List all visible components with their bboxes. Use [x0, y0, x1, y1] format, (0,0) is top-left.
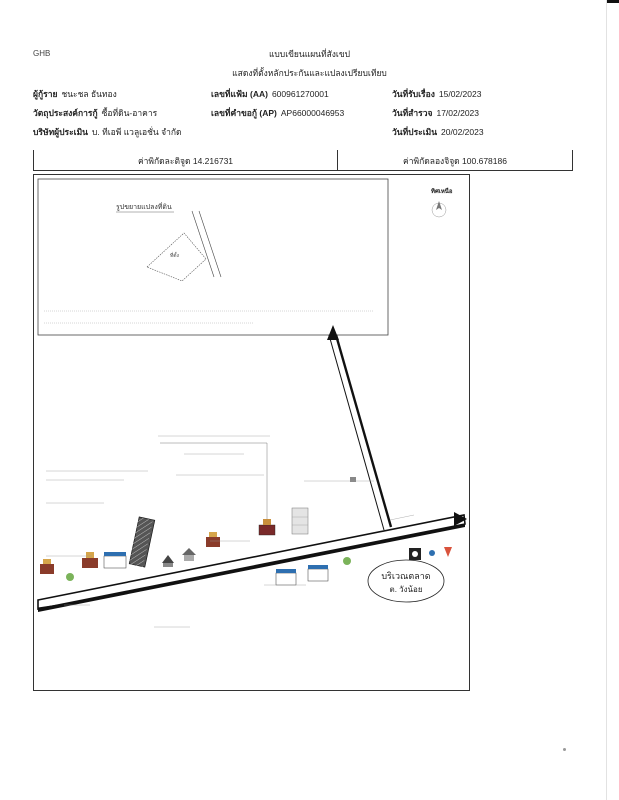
comparable-3-icon: [206, 532, 220, 547]
blue-marker-icon: [429, 550, 435, 556]
appraisal-date-field: [392, 125, 484, 139]
tree-icon-2: [66, 573, 74, 581]
market-area: [368, 560, 444, 602]
applicant-label: ผู้กู้ราย: [33, 89, 58, 99]
warehouse-2-icon: [308, 565, 328, 581]
purpose-value: ซื้อที่ดิน-อาคาร: [101, 108, 158, 118]
market-label-line2: ต. วังน้อย: [389, 585, 423, 594]
small-house-icon: [182, 548, 196, 561]
inset-panel: [38, 179, 388, 335]
map-drawing: [34, 175, 471, 692]
applicant-field: [33, 87, 117, 101]
coordinate-bar: [33, 150, 573, 171]
shop-building-icon: [104, 552, 126, 568]
survey-label: วันที่สำรวจ: [392, 108, 433, 118]
appraisal-value: 20/02/2023: [441, 127, 484, 137]
tree-icon-1: [343, 557, 351, 565]
file-no-value: 600961270001: [271, 89, 329, 99]
temple-icon: [162, 555, 174, 567]
comparable-2-icon: [82, 552, 98, 568]
request-no-value: AP66000046953: [280, 108, 345, 118]
corner-mark: [607, 0, 619, 3]
signpost-icon: [350, 477, 356, 482]
request-no-label: เลขที่คำขอกู้ (AP): [211, 108, 277, 118]
appraisal-label: วันที่ประเมิน: [392, 127, 438, 137]
received-date-field: [392, 87, 481, 101]
market-label-line1: บริเวณตลาด: [381, 571, 431, 581]
office-building-icon: [292, 508, 308, 534]
survey-value: 17/02/2023: [436, 108, 480, 118]
scan-speck: [563, 748, 566, 751]
side-road-edge-right: [336, 335, 391, 527]
company-field: [33, 125, 182, 139]
longitude-label: ค่าพิกัดลองจิจูด 100.678186: [403, 156, 507, 166]
document-title: แบบเขียนแผนที่สังเขป: [268, 49, 351, 59]
ghb-logo-text: GHB: [33, 49, 51, 58]
scan-edge: [606, 0, 607, 800]
warehouse-1-icon: [276, 569, 296, 585]
received-label: วันที่รับเรื่อง: [392, 89, 435, 99]
latitude-label: ค่าพิกัดละติจูด 14.216731: [137, 156, 234, 166]
applicant-value: ชนะชล ธันทอง: [61, 89, 117, 99]
file-no-field: [211, 87, 329, 101]
location-map: [33, 174, 470, 691]
bank-icon: [409, 548, 421, 560]
side-road-edge-left: [329, 335, 384, 530]
site-marker-icon: [259, 519, 275, 535]
plot-area-label: ที่ตั้ง: [170, 253, 179, 259]
company-label: บริษัทผู้ประเมิน: [33, 127, 88, 137]
purpose-label: วัตถุประสงค์การกู้: [33, 108, 98, 118]
survey-date-field: [392, 106, 479, 120]
company-value: บ. ทีเอพี แวลูเอชั่น จำกัด: [92, 127, 182, 137]
purpose-field: [33, 106, 157, 120]
comparable-1-icon: [40, 559, 54, 574]
north-arrow-icon: [432, 201, 446, 217]
received-value: 15/02/2023: [438, 89, 482, 99]
file-no-label: เลขที่แฟ้ม (AA): [211, 89, 268, 99]
plot-sketch-label: รูปขยายแปลงที่ดิน: [116, 204, 172, 211]
red-marker-icon: [444, 547, 452, 557]
request-no-field: [211, 106, 344, 120]
north-label: ทิศเหนือ: [431, 189, 453, 195]
document-subtitle: แสดงที่ตั้งหลักประกันและแปลงเปรียบเทียบ: [232, 68, 387, 78]
